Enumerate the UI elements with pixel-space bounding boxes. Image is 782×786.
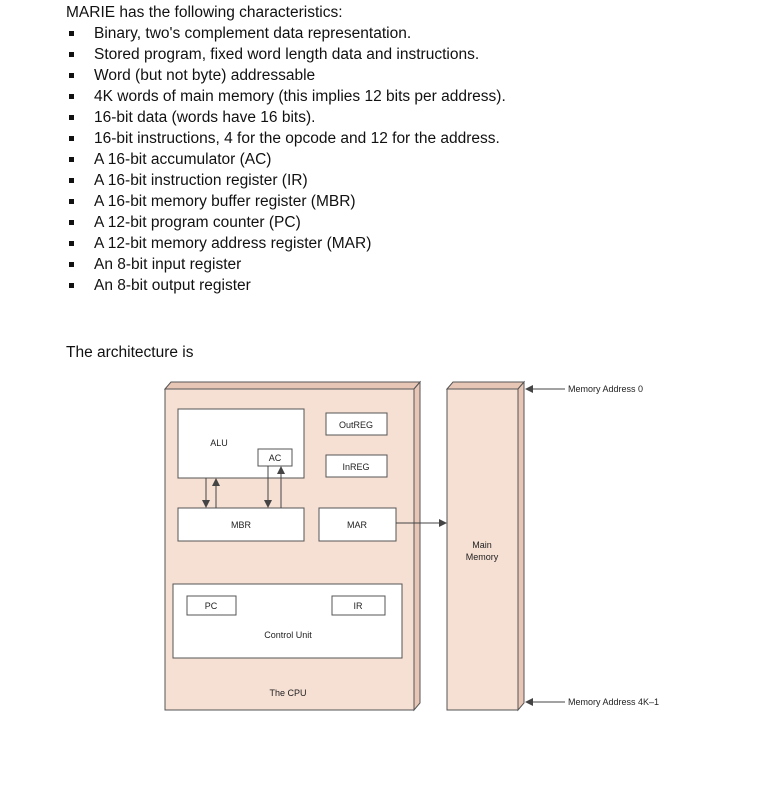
characteristic-text: 4K words of main memory (this implies 12 bits per address). <box>94 88 506 105</box>
characteristic-text: An 8-bit input register <box>94 256 242 273</box>
alu-label: ALU <box>210 438 228 448</box>
characteristic-text: A 16-bit accumulator (AC) <box>94 151 272 168</box>
memory-side-edge <box>518 382 524 710</box>
control-unit-box <box>173 584 402 658</box>
characteristic-text: A 16-bit memory buffer register (MBR) <box>94 193 356 210</box>
cpu-label: The CPU <box>269 688 307 698</box>
characteristics-heading: MARIE has the following characteristics: <box>66 4 343 21</box>
memory-address-bottom-label: Memory Address 4K–1 <box>568 697 660 707</box>
mbr-label: MBR <box>231 520 251 530</box>
characteristic-text: Stored program, fixed word length data and instructions. <box>94 46 480 63</box>
cpu-top-edge <box>165 382 420 389</box>
ac-label: AC <box>268 453 282 463</box>
mar-label: MAR <box>347 520 367 530</box>
pc-label: PC <box>204 601 218 611</box>
memory-top-edge <box>447 382 524 389</box>
alu-box <box>178 409 304 478</box>
inreg-label: InREG <box>342 462 370 472</box>
characteristic-text: A 16-bit instruction register (IR) <box>94 172 308 189</box>
architecture-intro: The architecture is <box>66 344 194 361</box>
main-memory-block <box>447 382 524 710</box>
characteristic-text: 16-bit instructions, 4 for the opcode and 12 for the address. <box>94 130 500 147</box>
memory-address-top-label: Memory Address 0 <box>568 384 644 394</box>
main-memory-label-line2: Memory <box>465 552 499 562</box>
ir-label: IR <box>353 601 363 611</box>
outreg-label: OutREG <box>338 420 374 430</box>
characteristic-text: Binary, two's complement data representation. <box>94 25 412 42</box>
characteristic-text: An 8-bit output register <box>94 277 251 294</box>
characteristic-text: 16-bit data (words have 16 bits). <box>94 109 316 126</box>
cpu-side-edge <box>414 382 420 710</box>
main-memory-label-line1: Main <box>472 540 492 550</box>
control-unit-label: Control Unit <box>264 630 312 640</box>
characteristic-text: Word (but not byte) addressable <box>94 67 316 84</box>
characteristic-text: A 12-bit memory address register (MAR) <box>94 235 372 252</box>
characteristic-text: A 12-bit program counter (PC) <box>94 214 301 231</box>
